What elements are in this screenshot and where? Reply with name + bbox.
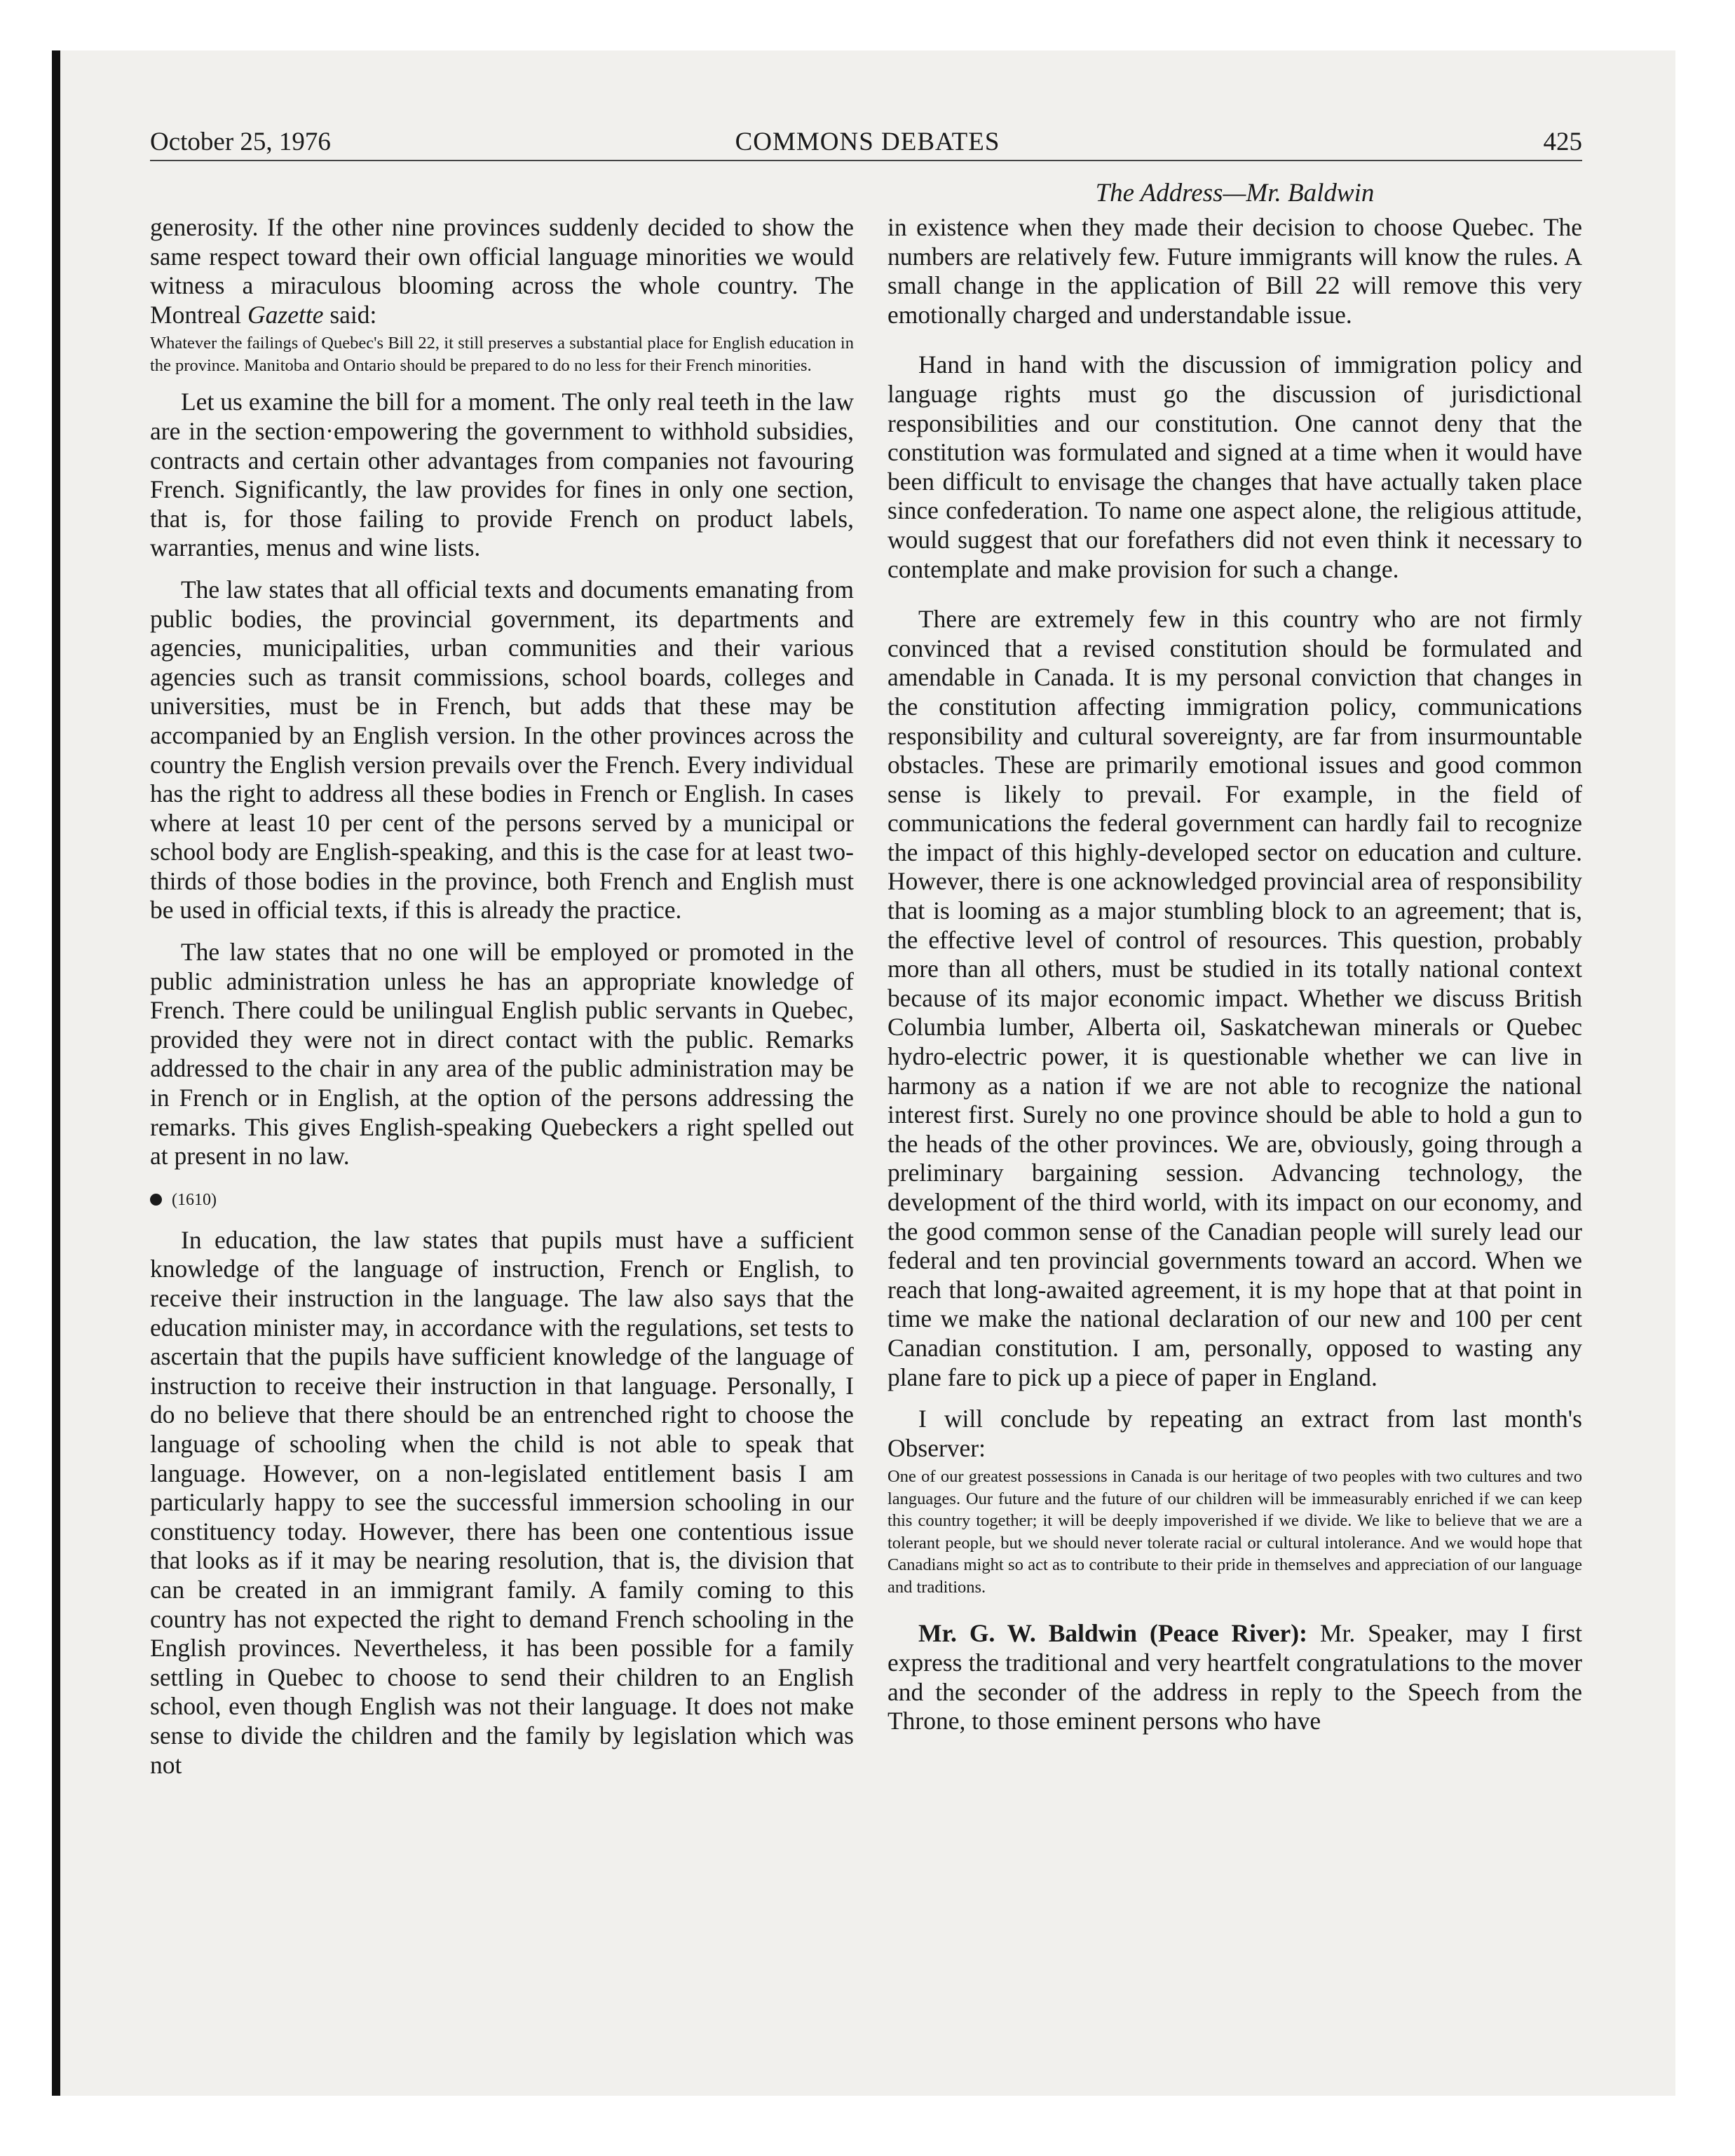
time-marker bbox=[150, 1189, 854, 1210]
publication-title: COMMONS DEBATES bbox=[735, 128, 1000, 156]
speaker-name: Mr. G. W. Baldwin (Peace River): bbox=[918, 1619, 1307, 1648]
paragraph: The law states that no one will be employed or promoted in the public administration unless he has an appropriate knowledge of French. There could be unilingual English public servants in Quebec, provided they were not in direct contact with the public. Remarks addressed to the chair in any area of the public administration may be in French or in English, at the option of the persons addressing the remarks. This gives English-speaking Quebeckers a right spelled out at present in no law. bbox=[150, 938, 854, 1171]
page-number: 425 bbox=[1543, 128, 1582, 156]
header-date: October 25, 1976 bbox=[150, 128, 331, 156]
paragraph: In education, the law states that pupils must have a sufficient knowledge of the language of instruction, French or English, to receive their instruction in the language. The law also says that the education minister may, in accordance with the regulations, set tests to ascertain that the pupils have sufficient knowledge of the language of instruction to receive their instruction in that language. Personally, I do no believe that there should be an entrenched right to choose the language of schooling when the child is not able to speak that language. However, on a non-legislated entitlement basis I am particularly happy to see the successful immersion schooling in our constituency today. However, there has been one contentious issue that looks as if it may be nearing resolution, that is, the division that can be created in an immigrant family. A family coming to this country has not expected the right to demand French schooling in the English provinces. Nevertheless, it has been possible for a family settling in Quebec to choose to send their children to an English school, even though English was not their language. It does not make sense to divide the children and the family by legislation which was not bbox=[150, 1225, 854, 1779]
paragraph: I will conclude by repeating an extract from last month's Observer: bbox=[887, 1405, 1582, 1462]
time-marker-label: (1610) bbox=[172, 1190, 217, 1209]
paragraph: generosity. If the other nine provinces suddenly decided to show the same respect toward their own official language minorities we would witness a miraculous blooming across the whole country. The Montreal Gazette said: bbox=[150, 213, 854, 329]
paragraph: in existence when they made their decision to choose Quebec. The numbers are relatively few. Future immigrants will know the rules. A small change in the application of Bill 22 will remove this very emotionally charged and understandable issue. bbox=[887, 213, 1582, 329]
header-rule bbox=[150, 160, 1582, 161]
paragraph: The law states that all official texts and documents emanating from public bodies, the provincial government, its departments and agencies, municipalities, urban communities and their various agencies such as transit commissions, school boards, colleges and universities, must be in French, but adds that these may be accompanied by an English version. In the other provinces across the country the English version prevails over the French. Every individual has the right to address all these bodies in French or English. In cases where at least 10 per cent of the persons served by a municipal or school body are English-speaking, and this is the case for at least two-thirds of those bodies in the province, both French and English must be used in official texts, if this is already the practice. bbox=[150, 575, 854, 925]
right-column bbox=[887, 213, 1582, 1736]
paragraph: Hand in hand with the discussion of immigration policy and language rights must go the discussion of jurisdictional responsibilities and our constitution. One cannot deny that the constitution was formulated and signed at a time when it would have been difficult to envisage the changes that have actually taken place since confederation. To name one aspect alone, the religious attitude, would suggest that our forefathers did not even think it necessary to contemplate and make provision for such a change. bbox=[887, 350, 1582, 583]
bullet-icon bbox=[150, 1194, 162, 1206]
left-column bbox=[150, 213, 854, 1780]
block-quote: Whatever the failings of Quebec's Bill 22, it still preserves a substantial place for English education in the province. Manitoba and Ontario should be prepared to do no less for their French minorities. bbox=[150, 334, 854, 375]
block-quote: One of our greatest possessions in Canada is our heritage of two peoples with two cultures and two languages. Our future and the future of our children will be immeasurably enriched if we can keep this country together; it will be deeply impoverished if we divide. We like to believe that we are a tolerant people, but we should never tolerate racial or cultural intolerance. And we would hope that Canadians might so act as to contribute to their pride in themselves and appreciation of our language and traditions. bbox=[887, 1467, 1582, 1597]
scan-edge bbox=[52, 50, 60, 2096]
newspaper-name: Gazette bbox=[247, 300, 324, 329]
paragraph: Let us examine the bill for a moment. The only real teeth in the law are in the section·empowering the government to withhold subsidies, contracts and certain other advantages from companies not favouring French. Significantly, the law provides for fines in only one section, that is, for those failing to provide French on product labels, warranties, menus and wine lists. bbox=[150, 388, 854, 562]
paragraph: Mr. G. W. Baldwin (Peace River): Mr. Speaker, may I first express the traditional and very heartfelt congratulations to the mover and the seconder of the address in reply to the Speech from the Throne, to those eminent persons who have bbox=[887, 1619, 1582, 1735]
running-head: The Address—Mr. Baldwin bbox=[1095, 179, 1375, 207]
paragraph: There are extremely few in this country who are not firmly convinced that a revised constitution should be formulated and amendable in Canada. It is my personal conviction that changes in the constitution affecting immigration policy, communications responsibility and cultural sovereignty, are far from insurmountable obstacles. These are primarily emotional issues and good common sense is likely to prevail. For example, in the field of communications the federal government can hardly fail to recognize the impact of this highly-developed sector on education and culture. However, there is one acknowledged provincial area of responsibility that is looming as a major stumbling block to an agreement; that is, the effective level of control of resources. This question, probably more than all others, must be studied in its totally national context because of its major economic impact. Whether we discuss British Columbia lumber, Alberta oil, Saskatchewan minerals or Quebec hydro-electric power, it is questionable whether we can live in harmony as a nation if we are not able to recognize the national interest first. Surely no one province should be able to hold a gun to the heads of the other provinces. We are, obviously, going through a preliminary bargaining session. Advancing technology, the development of the third world, with its impact on our economy, and the good common sense of the Canadian people will surely lead our federal and ten provincial governments toward an accord. When we reach that long-awaited agreement, it is my hope that at that point in time we make the national declaration of our new and 100 per cent Canadian constitution. I am, personally, opposed to wasting any plane fare to pick up a piece of paper in England. bbox=[887, 605, 1582, 1391]
